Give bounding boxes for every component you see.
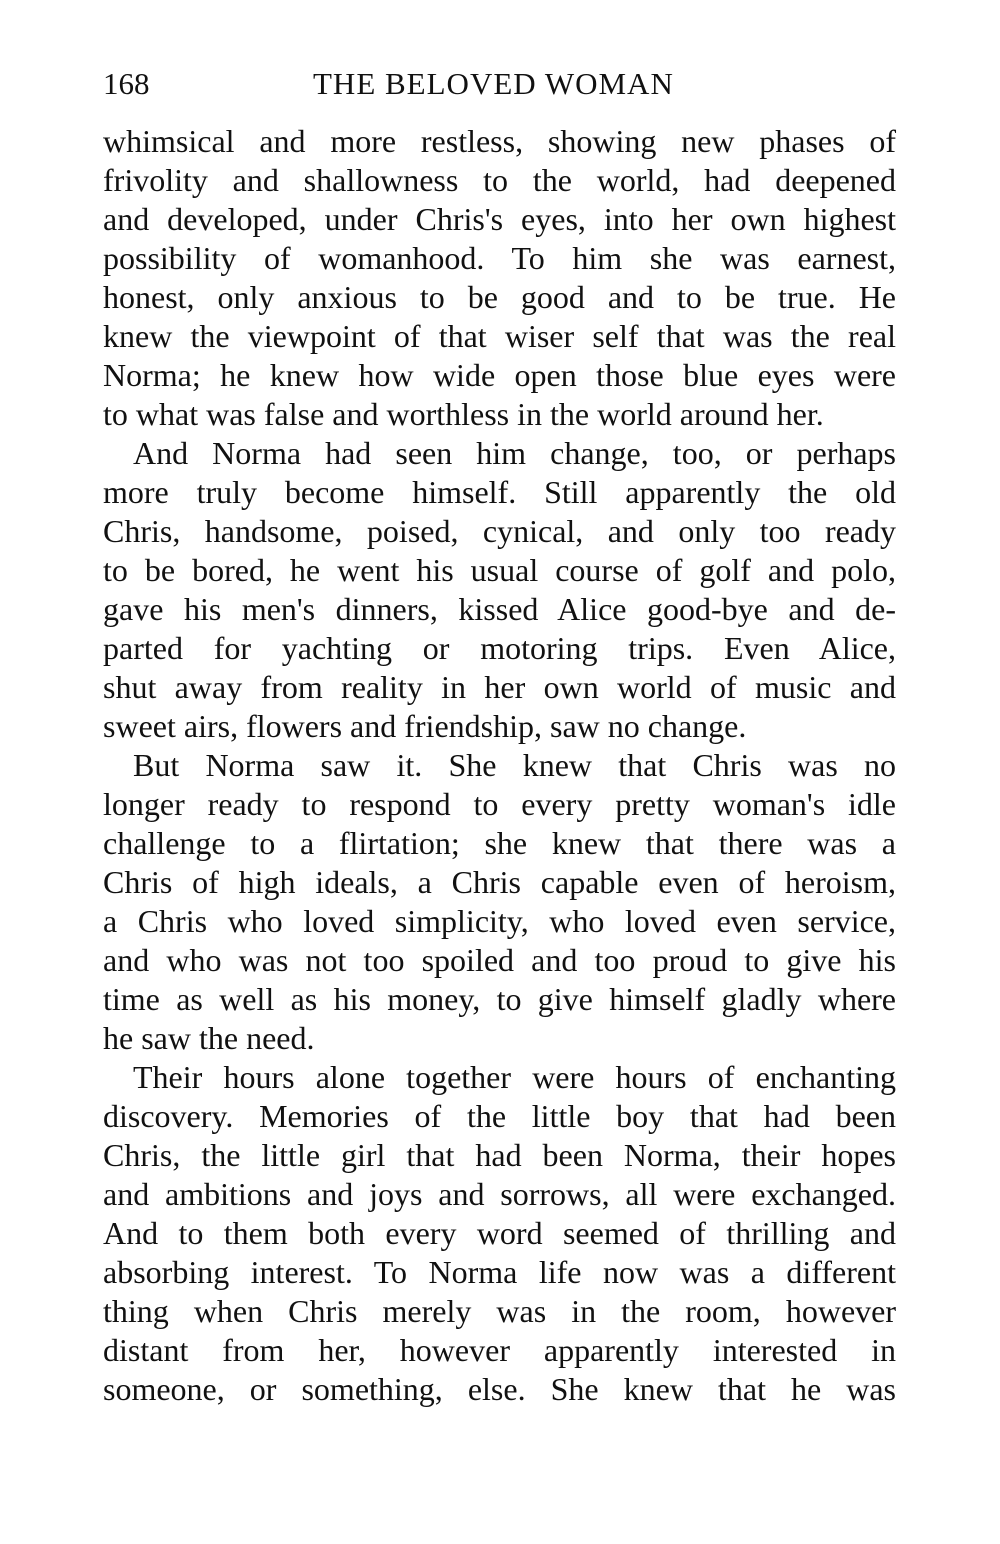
text-line: challenge to a flirtation; she knew that there was a bbox=[103, 825, 896, 861]
text-line: time as well as his money, to give himself gladly where bbox=[103, 981, 896, 1017]
text-line: possibility of womanhood. To him she was earnest, bbox=[103, 240, 896, 276]
paragraph bbox=[103, 434, 896, 746]
text-line: gave his men's dinners, kissed Alice good-bye and de- bbox=[103, 591, 896, 627]
text-line: discovery. Memories of the little boy that had been bbox=[103, 1098, 896, 1134]
text-line: sweet airs, flowers and friendship, saw no change. bbox=[103, 708, 747, 744]
text-line: Chris, handsome, poised, cynical, and only too ready bbox=[103, 513, 896, 549]
text-line: parted for yachting or motoring trips. Even Alice, bbox=[103, 630, 896, 666]
paragraph bbox=[103, 122, 896, 434]
text-line: knew the viewpoint of that wiser self that was the real bbox=[103, 318, 896, 354]
text-line: more truly become himself. Still apparently the old bbox=[103, 474, 896, 510]
text-line: distant from her, however apparently interested in bbox=[103, 1332, 896, 1368]
text-line: Norma; he knew how wide open those blue eyes were bbox=[103, 357, 896, 393]
page-header bbox=[103, 66, 896, 106]
text-line: whimsical and more restless, showing new phases of bbox=[103, 123, 896, 159]
text-line: to what was false and worthless in the world around her. bbox=[103, 396, 824, 432]
text-line: shut away from reality in her own world of music and bbox=[103, 669, 896, 705]
text-line: and ambitions and joys and sorrows, all were exchanged. bbox=[103, 1176, 896, 1212]
body-text bbox=[103, 122, 896, 1409]
text-line: absorbing interest. To Norma life now was a different bbox=[103, 1254, 896, 1290]
text-line: Their hours alone together were hours of enchanting bbox=[133, 1059, 896, 1095]
text-line: Chris, the little girl that had been Norma, their hopes bbox=[103, 1137, 896, 1173]
text-line: and who was not too spoiled and too proud to give his bbox=[103, 942, 896, 978]
paragraph bbox=[103, 1058, 896, 1409]
text-line: to be bored, he went his usual course of golf and polo, bbox=[103, 552, 896, 588]
text-line: he saw the need. bbox=[103, 1020, 315, 1056]
running-title: THE BELOVED WOMAN bbox=[313, 66, 674, 101]
text-line: And to them both every word seemed of thrilling and bbox=[103, 1215, 896, 1251]
text-line: thing when Chris merely was in the room, however bbox=[103, 1293, 896, 1329]
text-line: someone, or something, else. She knew that he was bbox=[103, 1371, 896, 1407]
text-line: and developed, under Chris's eyes, into her own highest bbox=[103, 201, 896, 237]
text-line: a Chris who loved simplicity, who loved even service, bbox=[103, 903, 896, 939]
page-number: 168 bbox=[103, 66, 150, 101]
text-line: And Norma had seen him change, too, or perhaps bbox=[133, 435, 896, 471]
text-line: frivolity and shallowness to the world, had deepened bbox=[103, 162, 896, 198]
text-line: But Norma saw it. She knew that Chris was no bbox=[133, 747, 896, 783]
paragraph bbox=[103, 746, 896, 1058]
text-line: honest, only anxious to be good and to be true. He bbox=[103, 279, 896, 315]
text-line: longer ready to respond to every pretty woman's idle bbox=[103, 786, 896, 822]
text-line: Chris of high ideals, a Chris capable even of heroism, bbox=[103, 864, 896, 900]
